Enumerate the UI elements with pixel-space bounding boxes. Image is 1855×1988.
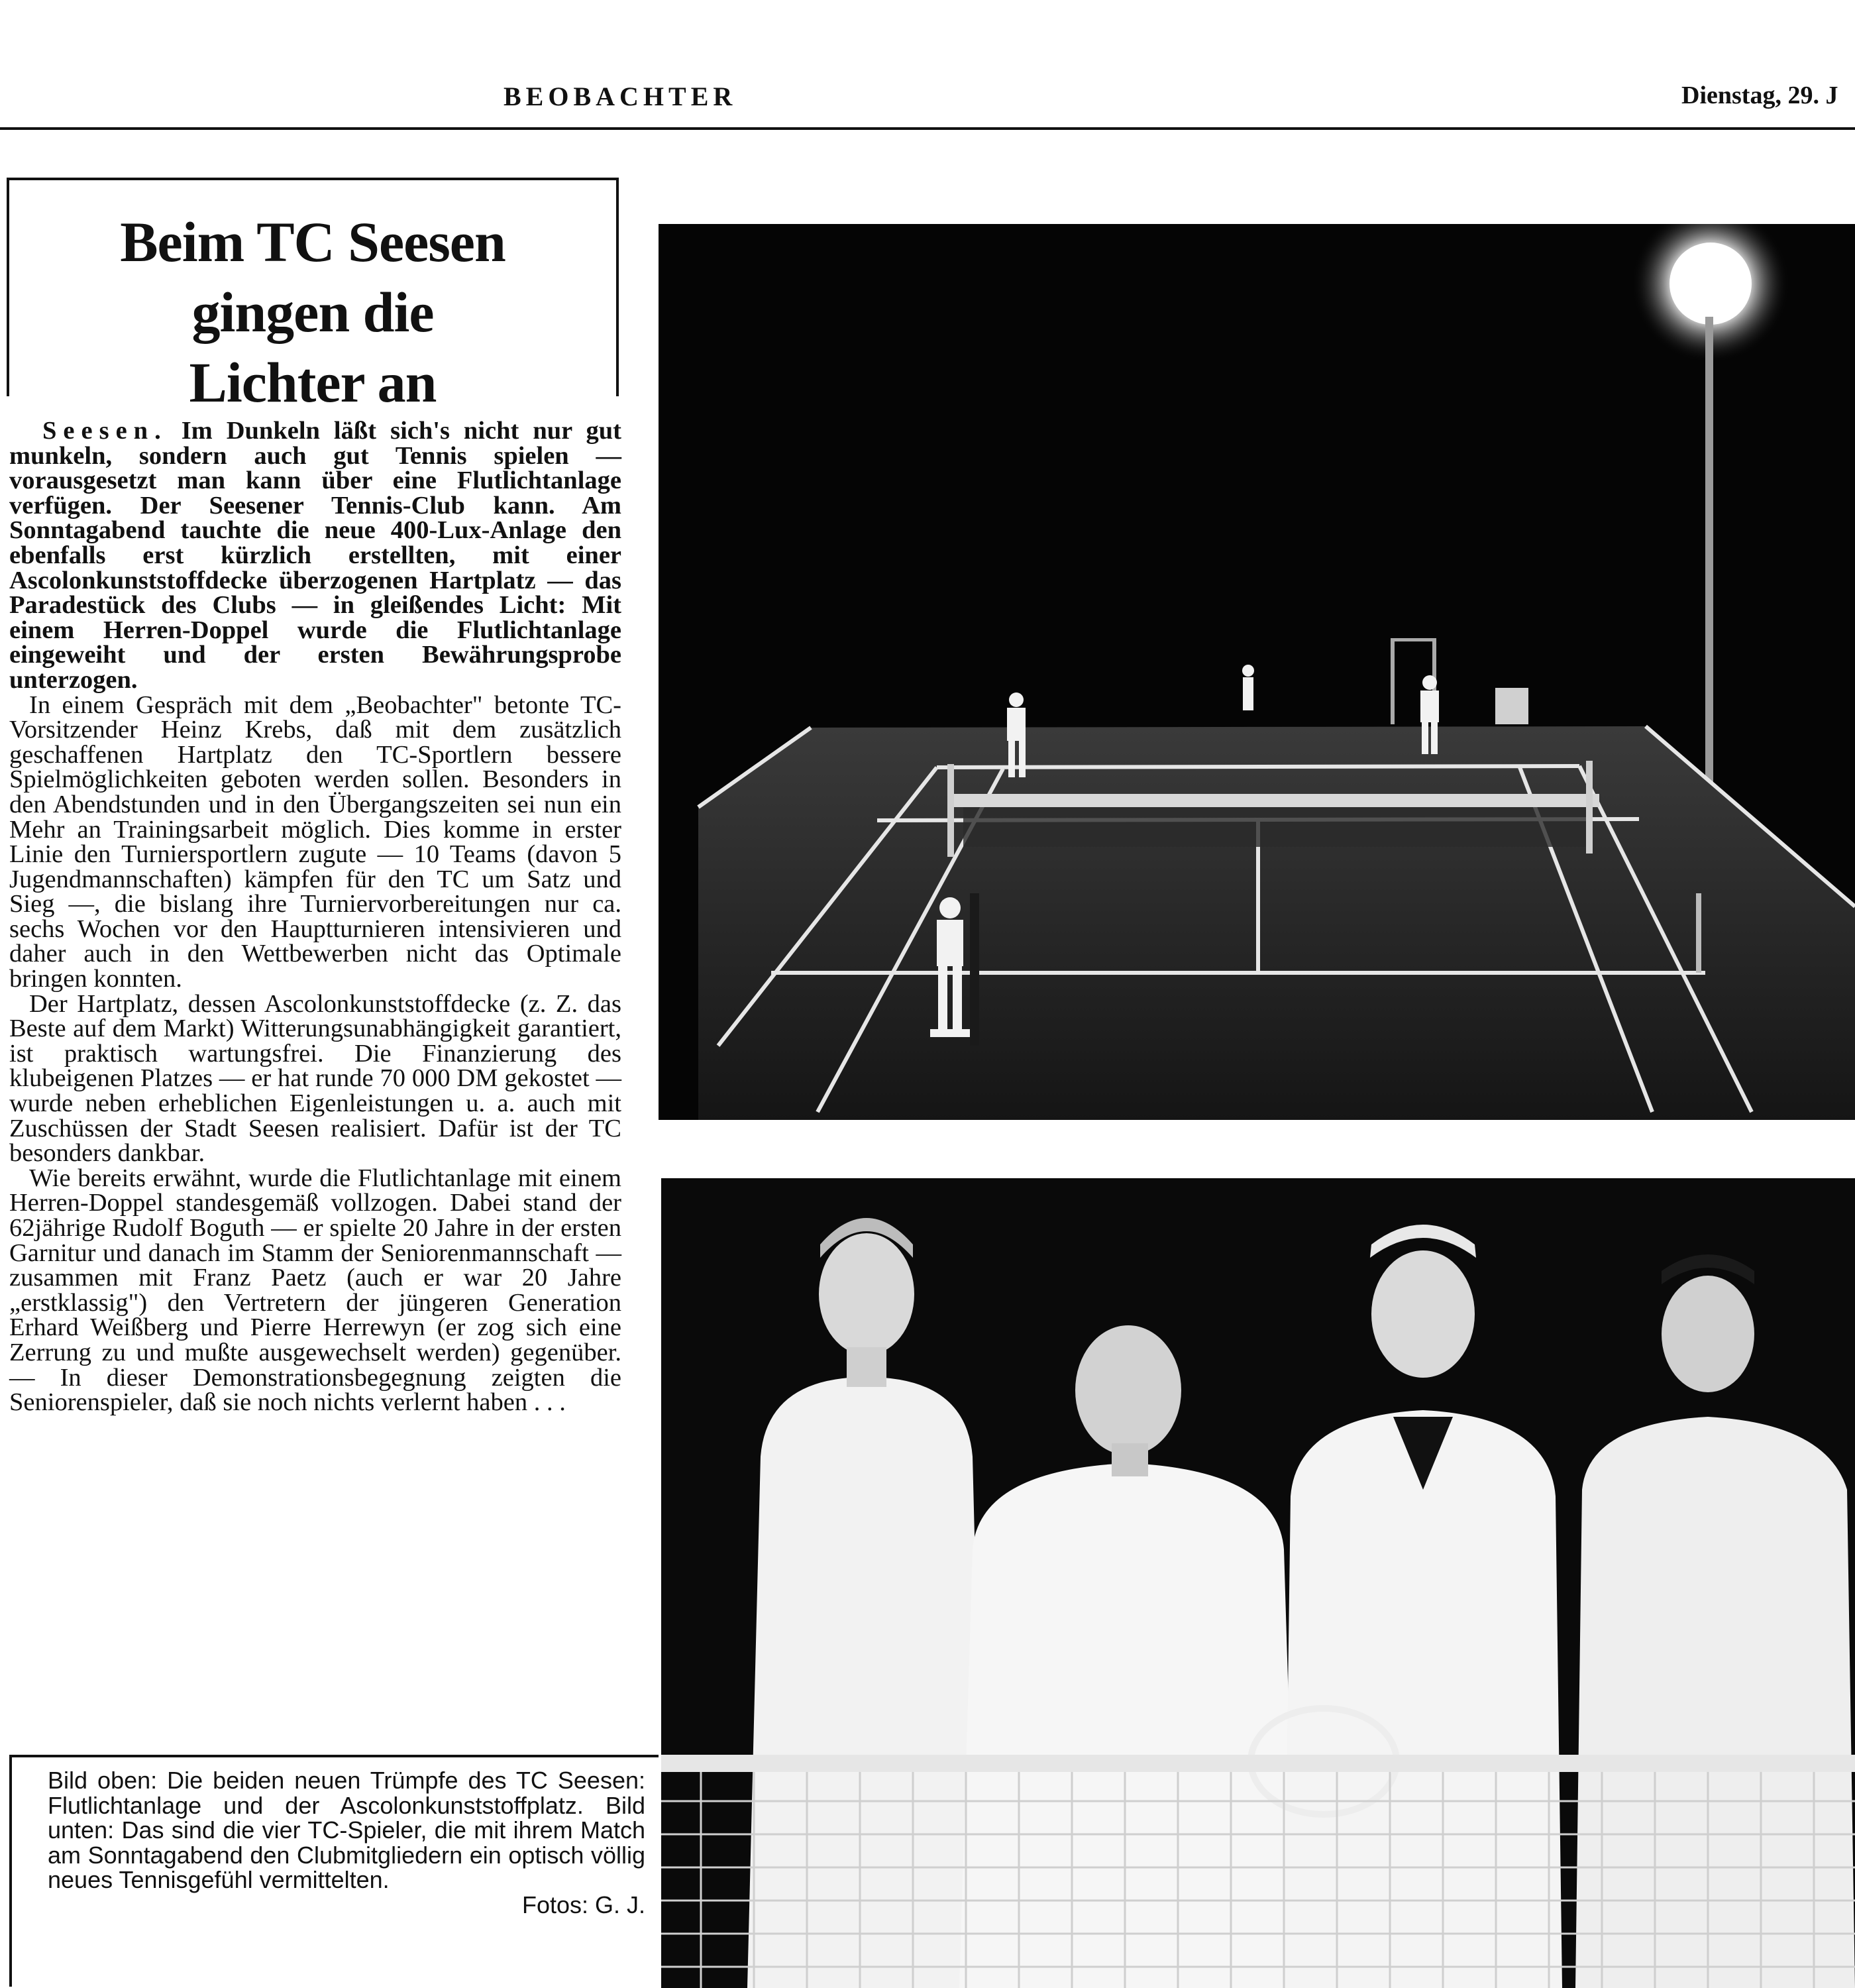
net-post	[970, 893, 979, 1046]
floodlight-lamp	[1670, 243, 1752, 325]
photo-credit: Fotos: G. J.	[521, 1891, 645, 1918]
headline-box	[7, 178, 619, 414]
players-group-image	[661, 1178, 1855, 1988]
court-net	[950, 794, 1599, 807]
issue-date: Dienstag, 29. J	[1681, 82, 1838, 109]
headline-line-1: Beim TC Seesen	[120, 210, 505, 274]
photo-caption-box	[9, 1755, 659, 1987]
headline-line-3: Lichter an	[189, 351, 437, 414]
headline-line-2: gingen die	[191, 280, 434, 344]
players-group-photo	[661, 1178, 1855, 1988]
dateline: Seesen.	[42, 417, 168, 445]
newspaper-name: BEOBACHTER	[504, 82, 737, 111]
lead-text: Im Dunkeln läßt sich's nicht nur gut munkeln, sondern auch gut Tennis spielen — vorausgesetzt man kann über eine Flutlichtanlage verfügen. Der Seesener Tennis-Club kann. Am Sonntagabend tauchte die neue 400-Lux-Anlage den ebenfalls erst kürzlich erstellten, mit einer Ascolonkunststoffdecke überzogenen Hartplatz — das Paradestück des Clubs — in gleißendes Licht: Mit einem Herren-Doppel wurde die Flutlichtanlage eingeweiht und der ersten Bewährungsprobe unterzogen.	[9, 417, 621, 694]
floodlit-court-image	[659, 224, 1855, 1120]
floodlit-court-photo	[659, 224, 1855, 1120]
lead-paragraph	[9, 419, 621, 693]
photo-caption: Bild oben: Die beiden neuen Trümpfe des TC Seesen: Flutlichtanlage und der Ascolonkunststoffplatz. Bild unten: Das sind die vier TC-Spieler, die mit ihrem Match am Sonntagabend den Clubmitgliedern ein optisch völlig neues Tennisgefühl vermittelten.	[48, 1767, 645, 1893]
court-surface	[698, 726, 1855, 1120]
body-paragraph-2: Der Hartplatz, dessen Ascolonkunststoffdecke (z. Z. das Beste auf dem Markt) Witterungsunabhängigkeit garantiert, ist praktisch wartungsfrei. Die Finanzierung des klubeigenen Platzes — er hat runde 70 000 DM gekostet — wurde neben erheblichen Eigenleistungen u. a. auch mit Zuschüssen der Stadt Seesen realisiert. Dafür ist der TC besonders dankbar.	[9, 989, 621, 1168]
masthead-rule	[0, 127, 1855, 130]
article-body	[9, 419, 621, 1415]
body-paragraph-3: Wie bereits erwähnt, wurde die Flutlichtanlage mit einem Herren-Doppel standesgemäß vollzogen. Dabei stand der 62jährige Rudolf Boguth — er spielte 20 Jahre in der ersten Garnitur und danach im Stamm der Seniorenmannschaft — zusammen mit Franz Paetz (auch er war 20 Jahre „erstklassig") den Vertretern der jüngeren Generation Erhard Weißberg und Pierre Herrewyn (er zog sich eine Zerrung zu und mußte ausgewechselt werden) gegenüber. — In dieser Demonstrationsbegegnung zeigten die Seniorenspieler, daß sie noch nichts verlernt haben . . .	[9, 1164, 621, 1417]
masthead	[0, 72, 1855, 131]
floodlight-pole	[1705, 317, 1713, 834]
body-paragraph-1: In einem Gespräch mit dem „Beobachter" betonte TC-Vorsitzender Heinz Krebs, daß mit dem zusätzlich geschaffenen Hartplatz den TC-Sportlern bessere Spielmöglichkeiten geboten werden sollen. Besonders in den Abendstunden und in den Übergangszeiten sei nun ein Mehr an Trainingsarbeit möglich. Dies komme in erster Linie den Turniersportlern zugute — 10 Teams (davon 5 Jugendmannschaften) kämpfen für den TC um Satz und Sieg —, die bislang ihre Turniervorbereitungen nur ca. sechs Wochen vor den Hauptturnieren intensivieren und daher auch in den Wettbewerben nicht das Optimale bringen konnten.	[9, 690, 621, 993]
article-headline	[9, 207, 616, 417]
